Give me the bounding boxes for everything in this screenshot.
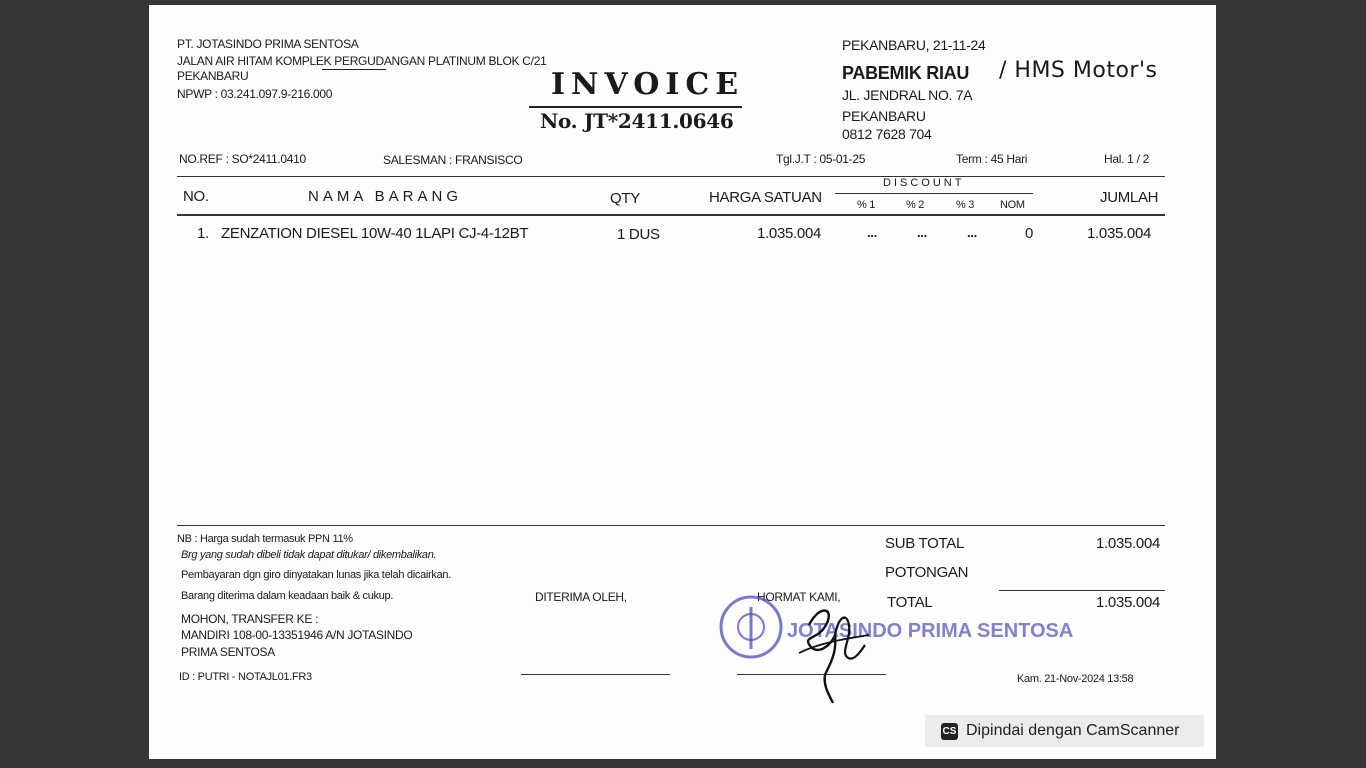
company-address: JALAN AIR HITAM KOMPLEK PERGUDANGAN PLATINUM BLOK C/21 — [177, 54, 547, 68]
company-city: PEKANBARU — [177, 69, 249, 83]
print-timestamp: Kam. 21-Nov-2024 13:58 — [1017, 673, 1134, 685]
col-total: JUMLAH — [1100, 189, 1159, 206]
row-nom: 0 — [1025, 225, 1034, 242]
invoice-title: INVOICE — [551, 67, 745, 102]
camscanner-watermark — [925, 715, 1204, 747]
note-giro: Pembayaran dgn giro dinyatakan lunas jika telah dicairkan. — [181, 569, 451, 581]
stamp-text: JOTASINDO PRIMA SENTOSA — [787, 620, 1074, 642]
place-date: PEKANBARU, 21-11-24 — [842, 37, 986, 53]
total-label: TOTAL — [887, 594, 933, 611]
table-top-line — [177, 176, 1165, 177]
subtotal-label: SUB TOTAL — [885, 535, 964, 552]
recipient-name: PABEMIK RIAU — [842, 63, 970, 83]
col-name: NAMA BARANG — [308, 188, 463, 205]
total-line — [999, 590, 1165, 591]
row-d2: ... — [917, 225, 927, 240]
total-value: 1.035.004 — [1096, 594, 1161, 611]
note-received: Barang diterima dalam keadaan baik & cukup. — [181, 590, 394, 602]
ref-number: NO.REF : SO*2411.0410 — [179, 152, 306, 166]
camscanner-label: Dipindai dengan CamScanner — [966, 722, 1180, 739]
note-ppn: NB : Harga sudah termasuk PPN 11% — [177, 533, 353, 545]
received-signature-line — [521, 674, 670, 675]
discount-label: POTONGAN — [885, 564, 969, 581]
due-date: Tgl.J.T : 05-01-25 — [776, 152, 866, 166]
col-no: NO. — [183, 188, 209, 205]
transfer-label: MOHON, TRANSFER KE : — [181, 612, 319, 626]
note-return: Brg yang sudah dibeli tidak dapat ditukar/ dikembalikan. — [181, 549, 437, 561]
row-no: 1. — [197, 225, 209, 242]
invoice-page — [149, 5, 1216, 759]
table-header-bottom-line — [177, 214, 1165, 216]
row-price: 1.035.004 — [757, 225, 822, 242]
handwritten-signature — [789, 595, 879, 707]
invoice-number: No. JT*2411.0646 — [540, 109, 734, 133]
term: Term : 45 Hari — [956, 152, 1028, 166]
transfer-account: MANDIRI 108-00-13351946 A/N JOTASINDO — [181, 628, 413, 642]
recipient-city: PEKANBARU — [842, 108, 926, 124]
footer-line — [177, 525, 1165, 526]
transfer-name: PRIMA SENTOSA — [181, 645, 275, 659]
row-qty: 1 DUS — [617, 226, 660, 243]
camscanner-logo-icon: CS — [941, 723, 958, 740]
document-id: ID : PUTRI - NOTAJL01.FR3 — [179, 671, 312, 683]
company-name: PT. JOTASINDO PRIMA SENTOSA — [177, 37, 359, 51]
handwritten-note: / HMS Motor's — [999, 58, 1158, 83]
company-npwp: NPWP : 03.241.097.9-216.000 — [177, 87, 333, 101]
col-d2: % 2 — [906, 199, 925, 211]
col-nom: NOM — [1000, 199, 1025, 211]
title-divider — [529, 106, 742, 108]
row-total: 1.035.004 — [1087, 225, 1152, 242]
row-name: ZENZATION DIESEL 10W-40 1LAPI CJ-4-12BT — [221, 225, 529, 242]
received-by-label: DITERIMA OLEH, — [535, 590, 627, 604]
underline-mark — [322, 69, 386, 70]
col-discount: DISCOUNT — [883, 177, 965, 189]
recipient-address: JL. JENDRAL NO. 7A — [842, 87, 973, 103]
subtotal-value: 1.035.004 — [1096, 535, 1161, 552]
row-d3: ... — [967, 225, 977, 240]
discount-line — [835, 193, 1033, 194]
col-d3: % 3 — [956, 199, 975, 211]
col-qty: QTY — [610, 190, 640, 207]
row-d1: ... — [867, 225, 877, 240]
col-d1: % 1 — [857, 199, 876, 211]
recipient-phone: 0812 7628 704 — [842, 126, 932, 142]
salesman: SALESMAN : FRANSISCO — [383, 153, 523, 167]
regards-label: HORMAT KAMI, — [757, 590, 841, 604]
page-indicator: Hal. 1 / 2 — [1104, 152, 1150, 166]
col-price: HARGA SATUAN — [709, 189, 822, 206]
